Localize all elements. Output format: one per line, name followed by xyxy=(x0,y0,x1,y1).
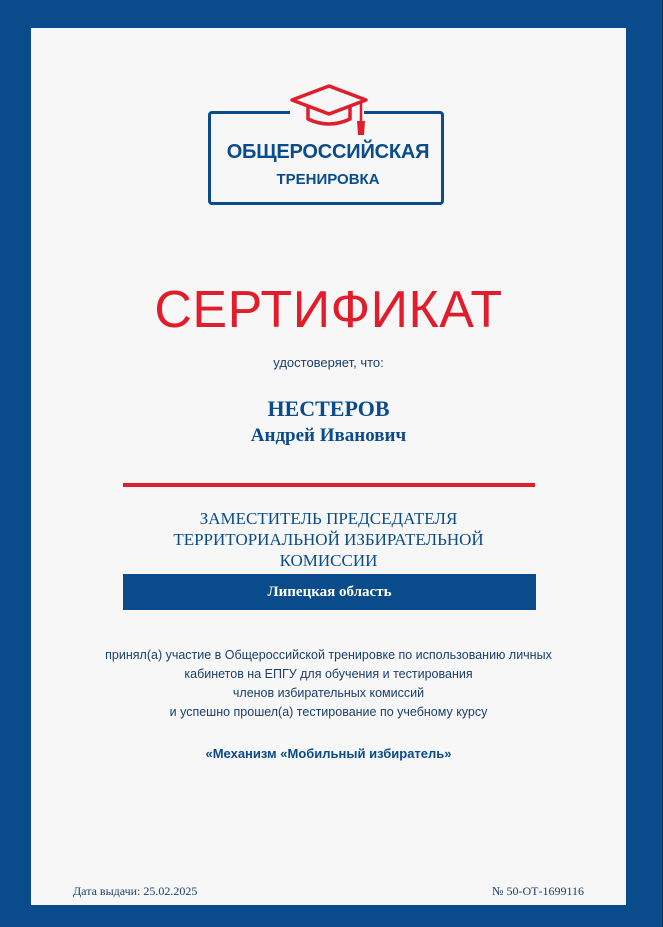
body-line: принял(а) участие в Общероссийской тренировке по использованию личных xyxy=(105,648,552,662)
position-line: ЗАМЕСТИТЕЛЬ ПРЕДСЕДАТЕЛЯ xyxy=(199,509,458,528)
recipient-position xyxy=(31,508,626,571)
certificate-body xyxy=(31,646,626,722)
certificate-title: СЕРТИФИКАТ xyxy=(154,281,503,339)
position-line: КОМИССИИ xyxy=(279,551,378,570)
recipient-surname: НЕСТЕРОВ xyxy=(267,396,390,421)
certificate-subtitle: удостоверяет, что: xyxy=(273,355,384,370)
course-name: «Механизм «Мобильный избиратель» xyxy=(205,746,452,761)
logo-title-line1: ОБЩЕРОССИЙСКАЯ xyxy=(226,141,430,163)
graduation-cap-icon xyxy=(288,83,370,143)
divider-line xyxy=(123,483,535,487)
body-line: членов избирательных комиссий xyxy=(232,686,425,700)
logo-title-line2: ТРЕНИРОВКА xyxy=(276,171,380,188)
region-banner: Липецкая область xyxy=(123,574,536,610)
certificate-number: № 50-ОТ-1699116 xyxy=(492,884,584,898)
issue-date: Дата выдачи: 25.02.2025 xyxy=(73,884,198,898)
body-line: и успешно прошел(а) тестирование по учебному курсу xyxy=(169,705,488,719)
recipient-given-names: Андрей Иванович xyxy=(250,425,407,446)
certificate-page xyxy=(31,28,626,905)
training-logo xyxy=(208,83,448,211)
body-line: кабинетов на ЕПГУ для обучения и тестирования xyxy=(184,667,473,681)
position-line: ТЕРРИТОРИАЛЬНОЙ ИЗБИРАТЕЛЬНОЙ xyxy=(173,530,484,549)
